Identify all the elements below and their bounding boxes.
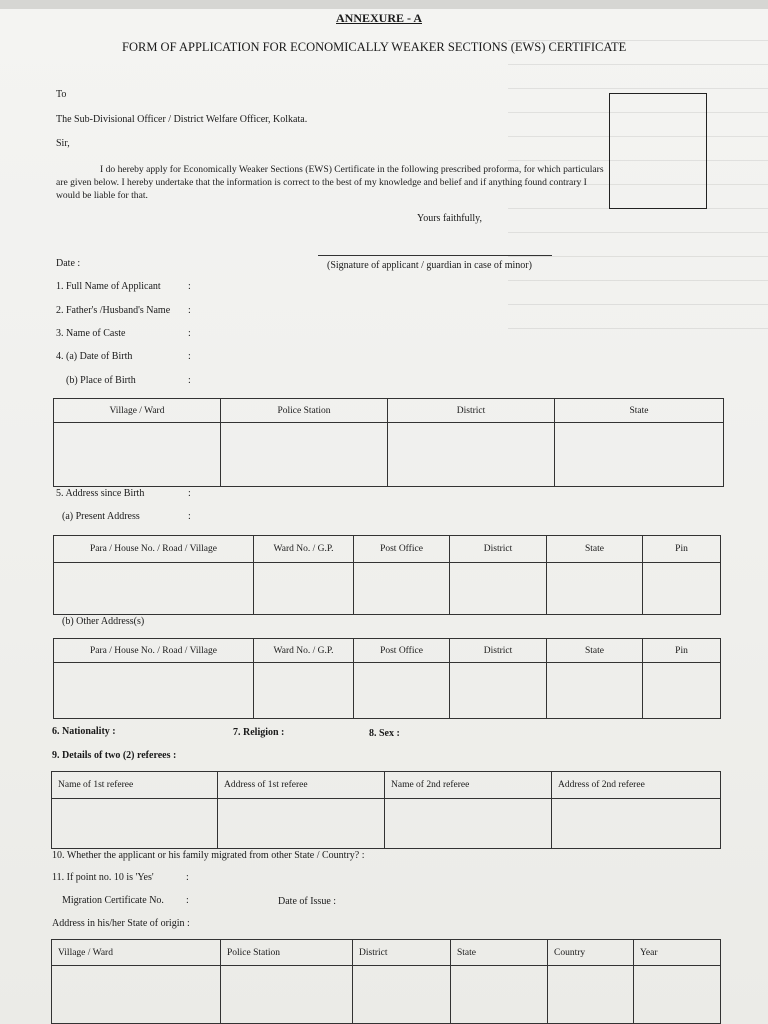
other-address-label: (b) Other Address(s) — [62, 616, 145, 627]
salutation: Sir, — [56, 138, 70, 149]
col-village-ward: Village / Ward — [52, 940, 221, 966]
referees-label: 9. Details of two (2) referees : — [52, 750, 177, 761]
col-country: Country — [548, 940, 634, 966]
col-pin: Pin — [643, 639, 721, 663]
col-post-office: Post Office — [354, 639, 450, 663]
input-cell[interactable] — [450, 563, 547, 615]
input-cell[interactable] — [388, 423, 555, 487]
colon: : — [188, 328, 191, 339]
input-cell[interactable] — [552, 799, 721, 849]
colon: : — [188, 488, 191, 499]
form-title: FORM OF APPLICATION FOR ECONOMICALLY WEAKER SECTIONS (EWS) CERTIFICATE — [122, 40, 627, 54]
full-name-label: 1. Full Name of Applicant — [56, 281, 161, 292]
col-name-2nd-referee: Name of 2nd referee — [385, 772, 552, 799]
col-ward-gp: Ward No. / G.P. — [254, 536, 354, 563]
nationality-label: 6. Nationality : — [52, 726, 116, 737]
birth-place-table — [53, 398, 724, 487]
migration-question: 10. Whether the applicant or his family migrated from other State / Country? : — [52, 850, 365, 861]
col-address-1st-referee: Address of 1st referee — [218, 772, 385, 799]
input-cell[interactable] — [254, 663, 354, 719]
if-yes-label: 11. If point no. 10 is 'Yes' — [52, 872, 154, 883]
input-cell[interactable] — [218, 799, 385, 849]
sex-label: 8. Sex : — [369, 728, 400, 739]
input-cell[interactable] — [54, 563, 254, 615]
scan-edge — [0, 0, 768, 9]
col-state: State — [547, 536, 643, 563]
col-district: District — [353, 940, 451, 966]
input-cell[interactable] — [547, 563, 643, 615]
colon: : — [186, 895, 189, 906]
col-state: State — [451, 940, 548, 966]
col-post-office: Post Office — [354, 536, 450, 563]
col-house-road: Para / House No. / Road / Village — [54, 536, 254, 563]
input-cell[interactable] — [52, 799, 218, 849]
input-cell[interactable] — [643, 663, 721, 719]
origin-address-table — [51, 939, 721, 1024]
closing: Yours faithfully, — [417, 213, 483, 224]
col-village-ward: Village / Ward — [54, 399, 221, 423]
input-cell[interactable] — [451, 966, 548, 1024]
input-cell[interactable] — [354, 563, 450, 615]
colon: : — [188, 281, 191, 292]
input-cell[interactable] — [450, 663, 547, 719]
col-police-station: Police Station — [221, 940, 353, 966]
input-cell[interactable] — [54, 423, 221, 487]
col-district: District — [450, 639, 547, 663]
input-cell[interactable] — [353, 966, 451, 1024]
col-ward-gp: Ward No. / G.P. — [254, 639, 354, 663]
input-cell[interactable] — [221, 423, 388, 487]
date-label: Date : — [56, 258, 81, 269]
to-label: To — [56, 89, 67, 100]
pob-label: (b) Place of Birth — [66, 375, 136, 386]
religion-label: 7. Religion : — [233, 727, 285, 738]
input-cell[interactable] — [54, 663, 254, 719]
input-cell[interactable] — [354, 663, 450, 719]
input-cell[interactable] — [548, 966, 634, 1024]
father-name-label: 2. Father's /Husband's Name — [56, 305, 171, 316]
annexure-heading: ANNEXURE - A — [336, 11, 423, 25]
state-of-origin-label: Address in his/her State of origin : — [52, 918, 190, 929]
col-pin: Pin — [643, 536, 721, 563]
input-cell[interactable] — [643, 563, 721, 615]
col-state: State — [555, 399, 724, 423]
input-cell[interactable] — [555, 423, 724, 487]
colon: : — [186, 872, 189, 883]
signature-line[interactable] — [318, 255, 552, 256]
signature-caption: (Signature of applicant / guardian in case of minor) — [327, 260, 532, 271]
input-cell[interactable] — [385, 799, 552, 849]
addressee: The Sub-Divisional Officer / District Welfare Officer, Kolkata. — [56, 114, 308, 125]
declaration-text: I do hereby apply for Economically Weaker Sections (EWS) Certificate in the following prescribed proforma, for which particulars are given below. I hereby undertake that the information is correct to the best of my knowledge and belief and if anything found contrary I would be liable for that. — [56, 164, 604, 201]
input-cell[interactable] — [52, 966, 221, 1024]
col-year: Year — [634, 940, 721, 966]
col-district: District — [388, 399, 555, 423]
input-cell[interactable] — [634, 966, 721, 1024]
colon: : — [188, 305, 191, 316]
input-cell[interactable] — [221, 966, 353, 1024]
col-house-road: Para / House No. / Road / Village — [54, 639, 254, 663]
input-cell[interactable] — [547, 663, 643, 719]
photo-box[interactable] — [609, 93, 707, 209]
col-address-2nd-referee: Address of 2nd referee — [552, 772, 721, 799]
col-name-1st-referee: Name of 1st referee — [52, 772, 218, 799]
col-district: District — [450, 536, 547, 563]
date-of-issue-label: Date of Issue : — [278, 896, 337, 907]
colon: : — [188, 375, 191, 386]
other-address-table — [53, 638, 721, 719]
present-address-table — [53, 535, 721, 615]
colon: : — [188, 511, 191, 522]
referees-table — [51, 771, 721, 849]
declaration-paragraph — [56, 163, 606, 202]
colon: : — [188, 351, 191, 362]
col-police-station: Police Station — [221, 399, 388, 423]
caste-label: 3. Name of Caste — [56, 328, 126, 339]
present-address-label: (a) Present Address — [62, 511, 140, 522]
dob-label: 4. (a) Date of Birth — [56, 351, 133, 362]
input-cell[interactable] — [254, 563, 354, 615]
address-since-birth-label: 5. Address since Birth — [56, 488, 145, 499]
migration-certificate-label: Migration Certificate No. — [62, 895, 164, 906]
col-state: State — [547, 639, 643, 663]
